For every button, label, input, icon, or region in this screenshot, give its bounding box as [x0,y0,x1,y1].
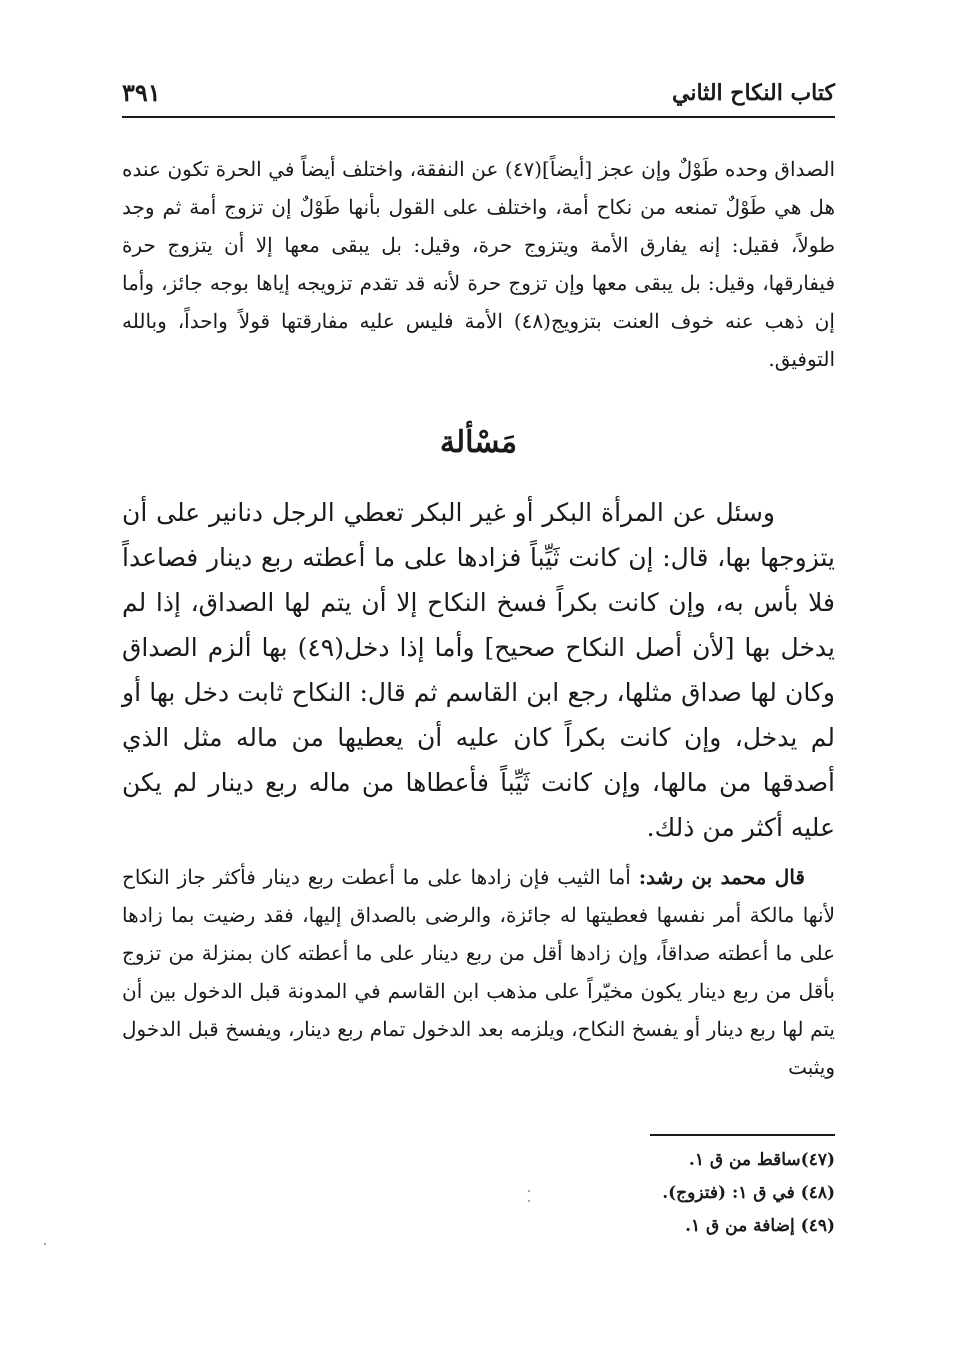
section-heading: مَسْألة [439,425,518,460]
footnote-48: (٤٨) في ق ١: (فتزوج). [662,1183,835,1203]
scan-speck [528,1200,530,1202]
footnotes [122,1144,835,1243]
page-number: ٣٩١ [122,78,161,107]
paragraph-3 [122,858,835,1086]
paragraph-1: الصداق وحده طَوْلٌ وإن عجز [أيضاً](٤٧) عن النفقة، واختلف أيضاً في الحرة تكون عنده هل هي طَوْلٌ تمنعه من نكاح أمة، واختلف على القول بأنها طَوْلٌ إن تزوج أمة ثم وجد طولاً، فقيل: إنه يفارق الأمة ويتزوج حرة، وقيل: بل يبقى معها إلا أن يتزوج حرة فيفارقها، وقيل: بل يبقى معها وإن تزوج حرة لأنه قد تقدم تزويجه إياها بوجه جائز، وأما إن ذهب عنه خوف العنت بتزويج(٤٨) الأمة فليس عليه مفارقتها قولاً واحداً، وبالله التوفيق. [122,157,835,371]
paragraph-3-text: أما الثيب فإن زادها على ما أعطت ربع دينار فأكثر جاز النكاح لأنها مالكة أمر نفسها فعطيتها له جائزة، والرضى بالصداق إليها، فقد رضيت بما زادها على ما أعطته صداقاً، وإن زادها أقل من ربع دينار على ما أعطته كان بمنزلة من تزوج بأقل من ربع دينار يكون مخيّراً على مذهب ابن القاسم في المدونة قبل الدخول بين أن يتم لها ربع دينار أو يفسخ النكاح، ويلزمه بعد الدخول تمام ربع دينار، ويفسخ قبل الدخول ويثبت [122,865,835,1079]
footnote-49: (٤٩) إضافة من ق ١. [685,1216,835,1236]
footnote-47: (٤٧)ساقط من ق ١. [688,1150,835,1170]
paragraph-3-lead: قال محمد بن رشد: [638,865,805,889]
footnote-divider [650,1134,835,1136]
page-header [122,72,835,118]
running-title: كتاب النكاح الثاني [672,80,835,106]
paragraph-2: وسئل عن المرأة البكر أو غير البكر تعطي الرجل دنانير على أن يتزوجها بها، قال: إن كانت ثَيِّباً فزادها على ما أعطته ربع دينار فصاعداً فلا بأس به، وإن كانت بكراً فسخ النكاح إلا أن يتم لها الصداق، إذا لم يدخل بها [لأن أصل النكاح صحيح] وأما إذا دخل(٤٩) بها ألزم الصداق وكان لها صداق مثلها، رجع ابن القاسم ثم قال: النكاح ثابت دخل بها أو لم يدخل، وإن كانت بكراً كان عليه أن يعطيها من ماله مثل الذي أصدقها من مالها، وإن كانت ثَيِّباً فأعطاها من ماله ربع دينار لم يكن عليه أكثر من ذلك. [122,498,835,842]
scan-speck [44,1243,46,1245]
scan-speck [528,1190,530,1192]
